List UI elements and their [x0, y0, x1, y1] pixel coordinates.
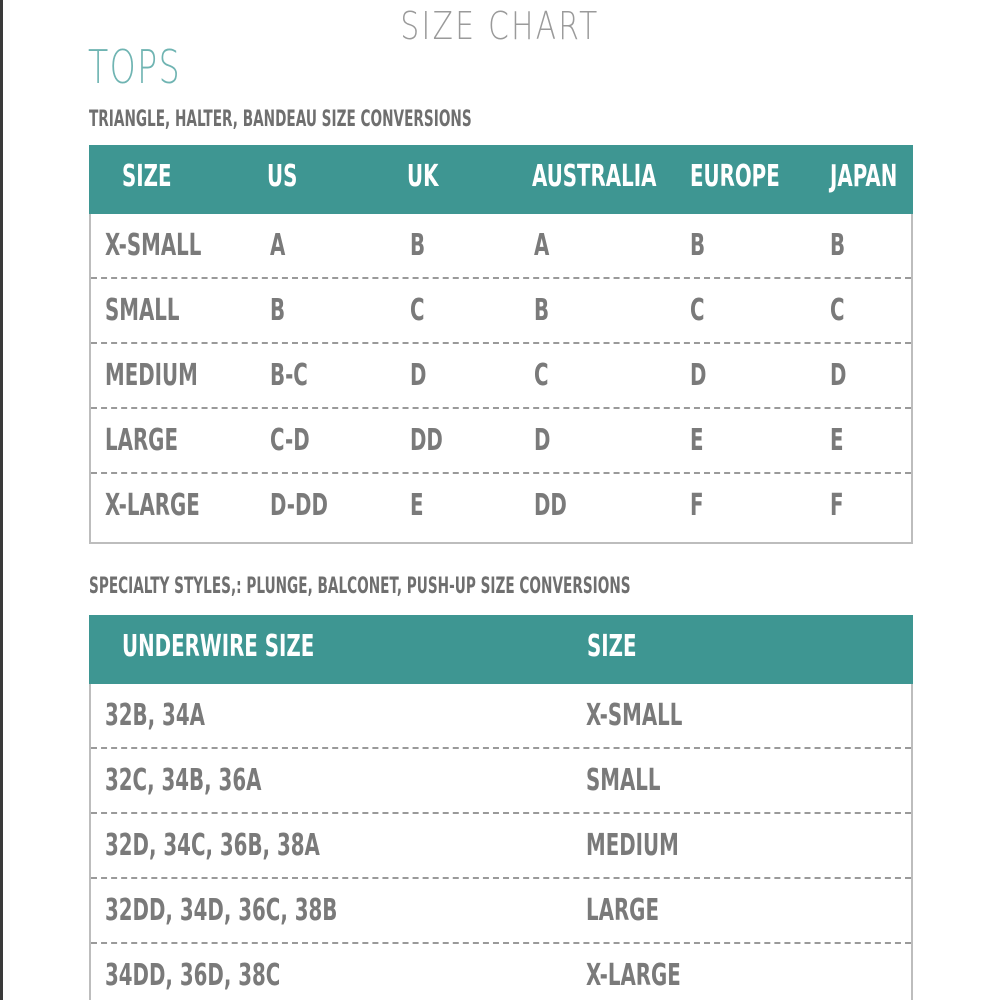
- cell-uk: D: [410, 358, 427, 393]
- table-row: [91, 944, 911, 1000]
- table-row: [91, 474, 911, 539]
- table-header: [89, 615, 913, 684]
- cell-size: SMALL: [105, 293, 180, 328]
- section-title-tops: TOPS: [88, 40, 182, 94]
- cell-us: B: [270, 293, 286, 328]
- column-header-uk: UK: [407, 159, 439, 194]
- cell-size: MEDIUM: [586, 828, 679, 863]
- cell-underwire-size: 32D, 34C, 36B, 38A: [105, 828, 320, 863]
- table-row: [91, 684, 911, 749]
- cell-uk: B: [410, 228, 426, 263]
- cell-japan: D: [830, 358, 847, 393]
- cell-australia: A: [534, 228, 550, 263]
- cell-europe: E: [690, 423, 704, 458]
- column-header-europe: EUROPE: [690, 159, 780, 194]
- column-header-japan: JAPAN: [830, 159, 898, 194]
- table-row: [91, 344, 911, 409]
- cell-underwire-size: 32B, 34A: [105, 698, 205, 733]
- cell-size: X-SMALL: [586, 698, 683, 733]
- cell-us: D-DD: [270, 488, 328, 523]
- cell-japan: F: [830, 488, 844, 523]
- column-header-size: SIZE: [587, 629, 637, 664]
- cell-size: X-SMALL: [105, 228, 202, 263]
- cell-europe: D: [690, 358, 707, 393]
- column-header-underwire-size: UNDERWIRE SIZE: [122, 629, 315, 664]
- cell-underwire-size: 32C, 34B, 36A: [105, 763, 262, 798]
- table-row: [91, 814, 911, 879]
- table-row: [91, 409, 911, 474]
- page-title: SIZE CHART: [400, 4, 600, 48]
- cell-australia: D: [534, 423, 551, 458]
- cell-size: LARGE: [586, 893, 659, 928]
- table-header: [89, 145, 913, 214]
- table1-heading: TRIANGLE, HALTER, BANDEAU SIZE CONVERSIONS: [89, 107, 472, 132]
- cell-us: A: [270, 228, 286, 263]
- cell-europe: F: [690, 488, 704, 523]
- cell-australia: DD: [534, 488, 567, 523]
- underwire-size-table: [89, 615, 913, 1000]
- table-row: [91, 749, 911, 814]
- cell-japan: E: [830, 423, 844, 458]
- cell-japan: B: [830, 228, 846, 263]
- cell-uk: E: [410, 488, 424, 523]
- cell-size: X-LARGE: [105, 488, 200, 523]
- table-row: [91, 279, 911, 344]
- cell-us: B-C: [270, 358, 308, 393]
- cell-japan: C: [830, 293, 845, 328]
- cell-uk: C: [410, 293, 425, 328]
- bandeau-size-table: [89, 145, 913, 544]
- cell-underwire-size: 34DD, 36D, 38C: [105, 958, 281, 993]
- cell-australia: C: [534, 358, 549, 393]
- table-row: [91, 879, 911, 944]
- column-header-australia: AUSTRALIA: [532, 159, 657, 194]
- cell-europe: B: [690, 228, 706, 263]
- cell-size: X-LARGE: [586, 958, 681, 993]
- column-header-us: US: [267, 159, 298, 194]
- cell-us: C-D: [270, 423, 310, 458]
- column-header-size: SIZE: [122, 159, 172, 194]
- table2-heading: SPECIALTY STYLES,: PLUNGE, BALCONET, PUSH-UP SIZE CONVERSIONS: [89, 574, 631, 599]
- cell-europe: C: [690, 293, 705, 328]
- cell-size: LARGE: [105, 423, 178, 458]
- cell-size: SMALL: [586, 763, 661, 798]
- cell-australia: B: [534, 293, 550, 328]
- cell-underwire-size: 32DD, 34D, 36C, 38B: [105, 893, 338, 928]
- cell-size: MEDIUM: [105, 358, 198, 393]
- left-edge-rule: [0, 0, 3, 1000]
- cell-uk: DD: [410, 423, 443, 458]
- table-row: [91, 214, 911, 279]
